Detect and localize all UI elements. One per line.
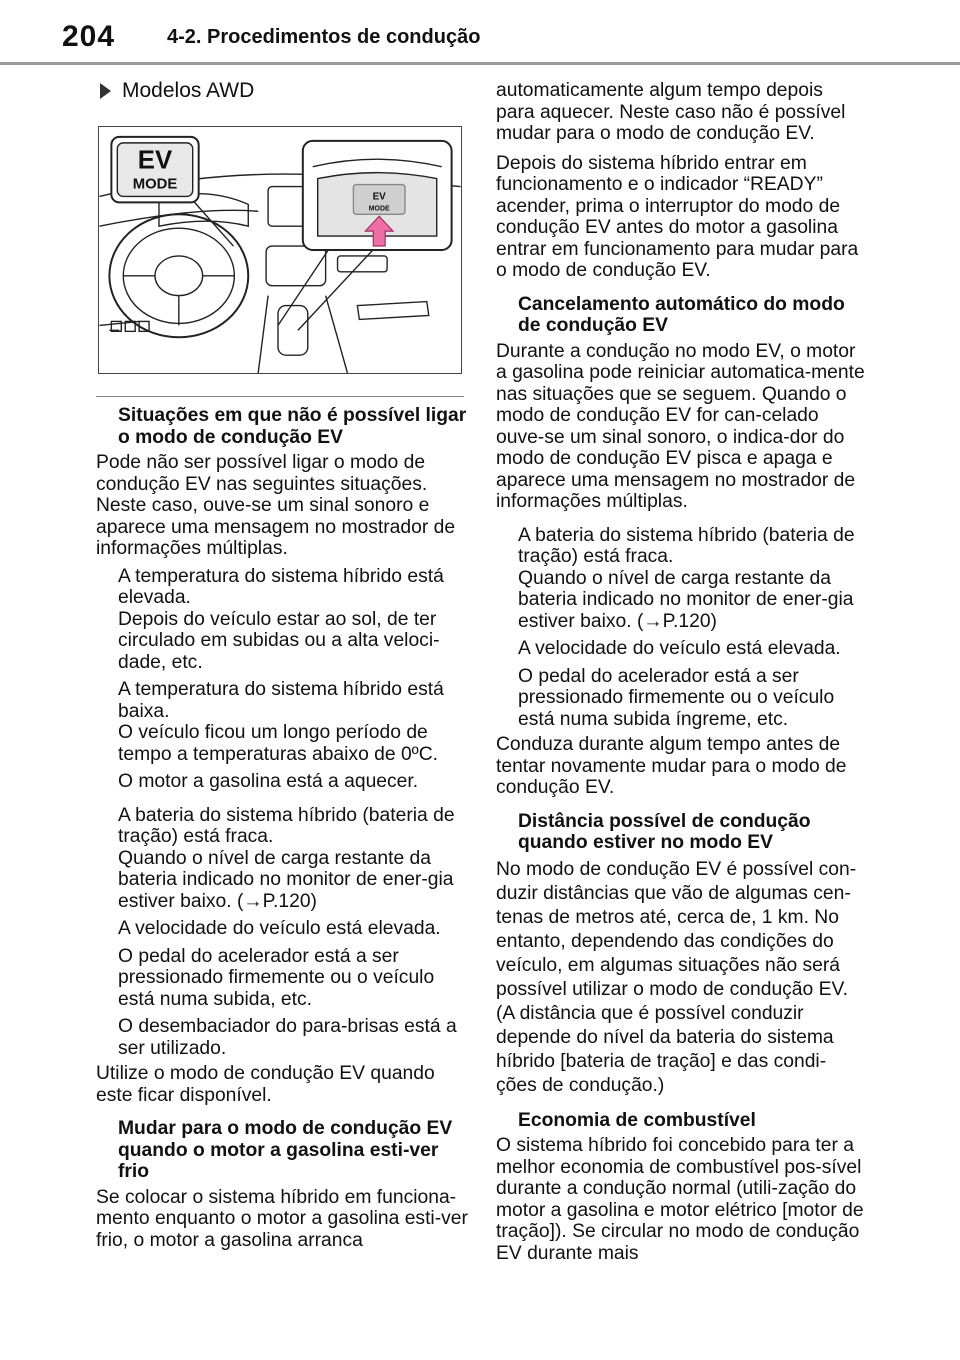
heading-fuel-economy: Economia de combustível (518, 1109, 756, 1131)
list-item: A bateria do sistema híbrido (bateria de tração) está fraca. (518, 524, 855, 567)
list-item-detail: Quando o nível de carga restante da bateria indicado no monitor de ener-gia estiver baixo. (→P.120) (518, 567, 854, 632)
page-number: 204 (62, 20, 116, 53)
list-item: A velocidade do veículo está elevada. (518, 638, 841, 659)
model-heading-text: Modelos AWD (122, 79, 255, 103)
ev-switch-label: EV (372, 191, 386, 203)
list-item-detail: Quando o nível de carga restante da bateria indicado no monitor de ener-gia estiver baixo. (→P.120) (118, 847, 454, 912)
paragraph-use-ev: Utilize o modo de condução EV quando este ficar disponível. (96, 1063, 435, 1106)
section-title: 4-2. Procedimentos de condução (167, 26, 481, 48)
paragraph-situations-intro: Pode não ser possível ligar o modo de condução EV nas seguintes situações. Neste caso, ouve-se um sinal sonoro e aparece uma mensagem no mostrador de informações múltiplas. (96, 452, 456, 559)
list-item: O pedal do acelerador está a ser pressionado firmemente ou o veículo está numa subida íngreme, etc. (518, 665, 835, 730)
paragraph-ready-indicator: Depois do sistema híbrido entrar em funcionamento e o indicador “READY” acender, prima o interruptor do modo de condução EV antes do motor a gasolina entrar em funcionamento para mudar para o modo de condução EV. (496, 152, 859, 281)
paragraph-fuel-economy: O sistema híbrido foi concebido para ter a melhor economia de combustível pos-sível durante a condução normal (utili-zação do motor a gasolina e motor elétrico [motor de tração]). Se circular no modo de condução EV durante mais (496, 1135, 864, 1264)
heading-situations-not-possible: Situações em que não é possível ligar o modo de condução EV (118, 405, 467, 448)
list-item-detail: O veículo ficou um longo período de tempo a temperaturas abaixo de 0ºC. (118, 722, 439, 765)
page-header (0, 0, 960, 66)
list-item: O desembaciador do para-brisas está a ser utilizado. (118, 1016, 457, 1059)
model-heading (96, 76, 468, 106)
list-item: A temperatura do sistema híbrido está baixa. (118, 679, 444, 722)
list-item: A bateria do sistema híbrido (bateria de tração) está fraca. (118, 804, 455, 847)
figure-divider (96, 396, 464, 397)
heading-auto-cancel: Cancelamento automático do modo de condução EV (518, 293, 845, 336)
dashboard-illustration (98, 126, 462, 374)
paragraph-drive-retry: Conduza durante algum tempo antes de tentar novamente mudar para o modo de condução EV. (496, 734, 847, 798)
list-item: A temperatura do sistema híbrido está elevada. (118, 565, 444, 608)
list-item: O pedal do acelerador está a ser pressionado firmemente ou o veículo está numa subida, etc. (118, 945, 435, 1010)
right-column (496, 80, 866, 1264)
mode-badge-label: MODE (132, 176, 178, 193)
header-divider (0, 62, 960, 65)
ev-badge-label: EV (137, 146, 173, 175)
list-item: O motor a gasolina está a aquecer. (118, 771, 419, 792)
list-item: A velocidade do veículo está elevada. (118, 918, 441, 939)
heading-cold-engine: Mudar para o modo de condução EV quando o motor a gasolina esti-ver frio (118, 1118, 453, 1182)
heading-ev-distance: Distância possível de condução quando estiver no modo EV (518, 810, 811, 853)
paragraph-continued: automaticamente algum tempo depois para aquecer. Neste caso não é possível mudar para o modo de condução EV. (496, 80, 846, 144)
triangle-bullet-icon (100, 83, 111, 99)
left-column (96, 76, 468, 1251)
mode-switch-label: MODE (368, 205, 390, 213)
paragraph-ev-distance: No modo de condução EV é possível con-duzir distâncias que vão de algumas cen-tenas de metros até, cerca de, 1 km. No entanto, dependendo das condições do veículo, em algumas situações não será possível utilizar o modo de condução EV. (A distância que é possível conduzir depende do nível da bateria do sistema híbrido [bateria de tração] e das condi-ções de condução.) (496, 858, 857, 1096)
paragraph-cold-engine: Se colocar o sistema híbrido em funciona-mento enquanto o motor a gasolina esti-ver frio, o motor a gasolina arranca (96, 1186, 468, 1251)
paragraph-auto-cancel: Durante a condução no modo EV, o motor a gasolina pode reiniciar automatica-mente nas situações que se seguem. Quando o modo de condução EV for can-celado ouve-se um sinal sonoro, o indica-dor do modo de condução EV pisca e apaga e aparece uma mensagem no mostrador de informações múltiplas. (496, 340, 865, 512)
list-item-detail: Depois do veículo estar ao sol, de ter circulado em subidas ou a alta veloci-dade, etc. (118, 608, 440, 673)
